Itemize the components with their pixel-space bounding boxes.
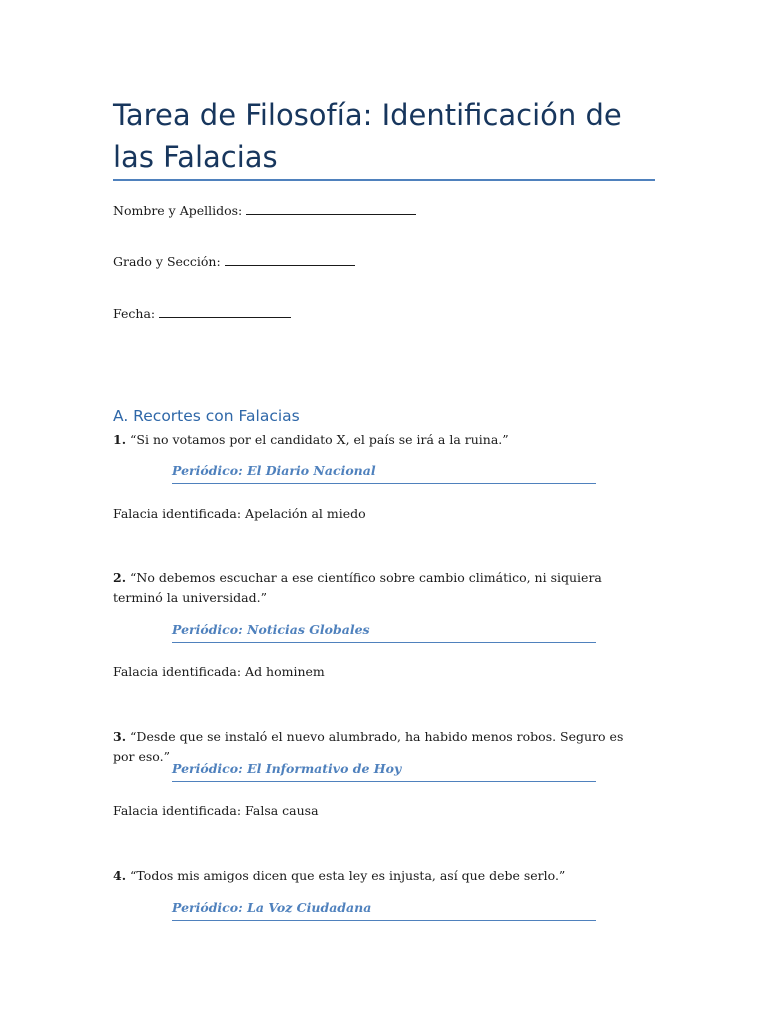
item-4-source: Periódico: La Voz Ciudadana [172, 898, 596, 921]
item-number: 3. [113, 729, 127, 744]
section-heading: A. Recortes con Falacias [113, 407, 300, 425]
item-number: 4. [113, 868, 127, 883]
item-quote: “Todos mis amigos dicen que esta ley es injusta, así que debe serlo.” [130, 868, 566, 883]
item-quote: “Si no votamos por el candidato X, el país se irá a la ruina.” [130, 432, 509, 447]
field-grade-label: Grado y Sección: [113, 254, 221, 269]
item-2-fallacy: Falacia identificada: Ad hominem [113, 664, 325, 679]
field-grade-blank[interactable] [225, 252, 355, 266]
title-divider [113, 179, 655, 181]
item-3-fallacy: Falacia identificada: Falsa causa [113, 803, 319, 818]
item-quote: “No debemos escuchar a ese científico sobre cambio climático, ni siquiera terminó la universidad.” [113, 570, 602, 605]
field-name-label: Nombre y Apellidos: [113, 203, 243, 218]
field-date-label: Fecha: [113, 306, 156, 321]
item-1-fallacy: Falacia identificada: Apelación al miedo [113, 506, 366, 521]
fallacy-item-1-text [113, 430, 643, 450]
item-2-source: Periódico: Noticias Globales [172, 620, 596, 643]
field-date [113, 304, 291, 323]
field-name [113, 201, 416, 220]
item-3-source: Periódico: El Informativo de Hoy [172, 759, 596, 782]
fallacy-item-4-text [113, 866, 643, 886]
fallacy-item-2-text [113, 568, 643, 608]
item-quote: “Desde que se instaló el nuevo alumbrado, ha habido menos robos. Seguro es por eso.” [113, 729, 624, 764]
item-number: 2. [113, 570, 127, 585]
field-name-blank[interactable] [246, 201, 416, 215]
item-number: 1. [113, 432, 127, 447]
page-title: Tarea de Filosofía: Identificación de las Falacias [113, 98, 622, 174]
field-grade [113, 252, 355, 271]
field-date-blank[interactable] [159, 304, 291, 318]
item-1-source: Periódico: El Diario Nacional [172, 461, 596, 484]
